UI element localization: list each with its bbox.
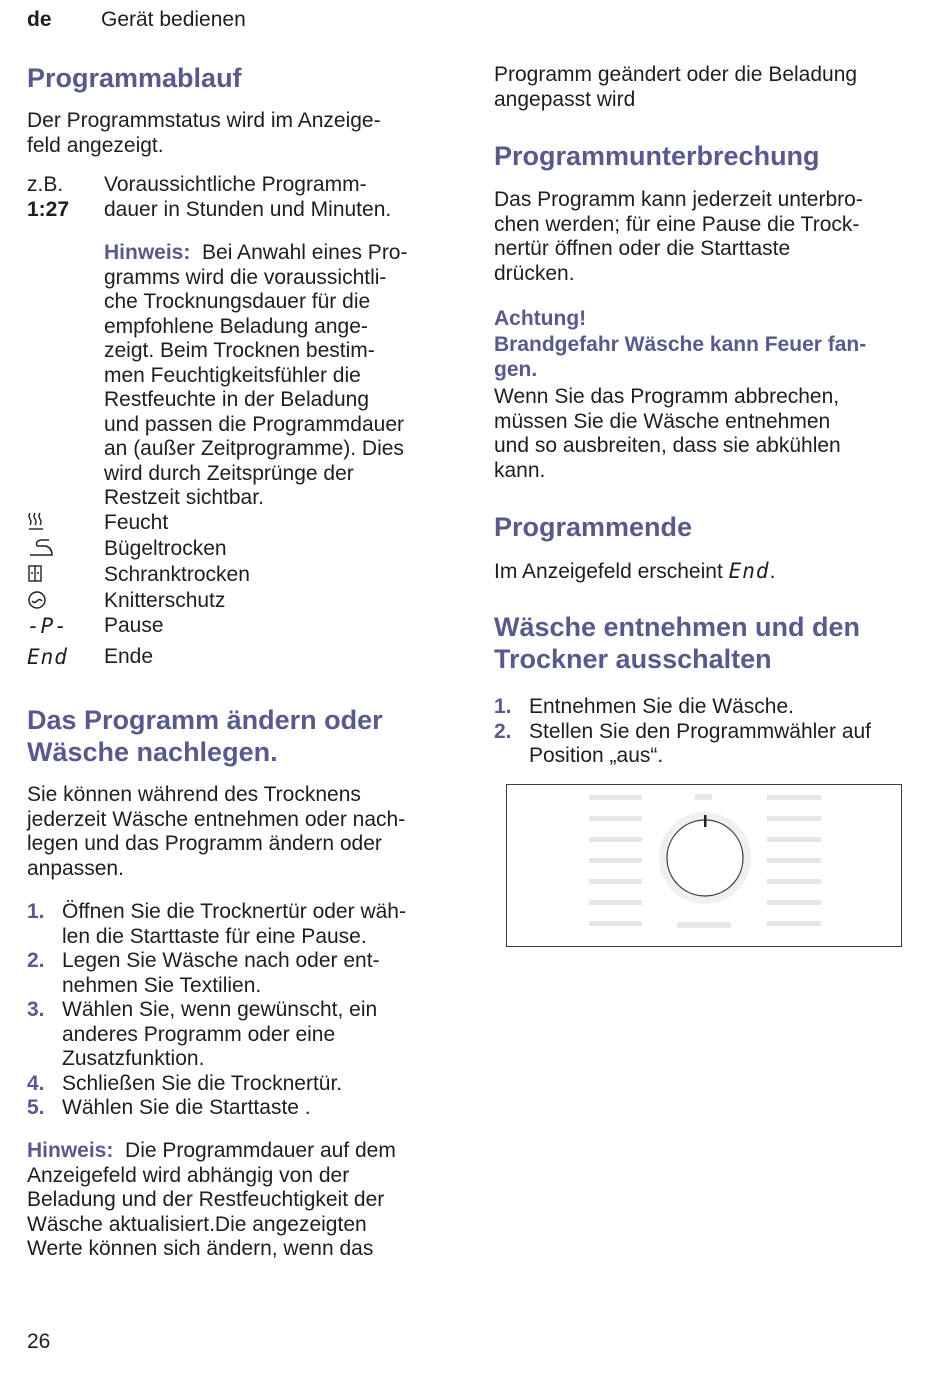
symbol-label: Ende [104,645,154,668]
steam-icon [27,511,47,540]
text-line: Öffnen Sie die Trocknertür oder wäh- [62,900,406,923]
text-line: Sie können während des Trocknens [27,783,361,806]
note-programm-aendern [27,1139,457,1262]
list-item [27,998,457,1072]
text-line: Anzeigefeld wird abhängig von der [27,1163,350,1187]
text-line: und so ausbreiten, dass sie abkühlen [494,434,841,457]
example-text [104,173,391,222]
text-line: angepasst wird [494,87,636,111]
symbol-label: Feucht [104,511,169,534]
example-key [27,173,69,222]
symbol-row-pause [27,614,457,642]
list-item [27,1072,457,1097]
heading-line: Wäsche entnehmen und den [494,612,861,642]
text-line: Legen Sie Wäsche nach oder ent- [62,949,380,972]
list-item [494,720,919,769]
warning-label: Achtung! [494,307,587,330]
heading-programmunterbrechung: Programmunterbrechung [494,141,820,171]
text-line: Werte können sich ändern, wenn das [27,1237,374,1260]
text-line: dauer in Stunden und Minuten. [104,197,392,221]
text-programmunterbrechung [494,188,919,286]
text-line: und passen die Programmdauer [104,412,405,436]
off-position-mark [695,794,712,800]
text-line: Restzeit sichtbar. [104,486,264,509]
note-first-line [27,1139,457,1164]
text-line: an (außer Zeitprogramme). Dies [104,437,404,460]
text-line: Wäsche aktualisiert.Die angezeigten [27,1212,367,1236]
text-line: Schließen Sie die Trocknertür. [62,1071,343,1095]
text-line: Wenn Sie das Programm abbrechen, [494,385,840,408]
symbol-row-schranktrocken [27,563,457,588]
text-line: Entnehmen Sie die Wäsche. [529,695,794,718]
text-line: Position „aus“. [529,744,664,767]
text-line: chen werden; für eine Pause die Trock- [494,212,860,236]
text-line: Restfeuchte in der Beladung [104,388,370,411]
bottom-label-line [677,922,731,928]
iron-icon [27,537,55,566]
symbol-row-ende [27,645,457,673]
end-display: End [27,645,68,669]
text-line: jederzeit Wäsche entnehmen oder nach- [27,807,406,831]
note-programmablauf [104,241,464,511]
warning-subtitle [494,333,919,382]
symbol-label: Knitterschutz [104,589,226,612]
text-line: drücken. [494,261,575,285]
program-selector-knob [667,820,743,896]
text-line: Zusatzfunktion. [62,1047,205,1070]
suffix: . [769,560,776,583]
cupboard-icon [27,563,45,592]
text-line: anderes Programm oder eine [62,1022,336,1046]
symbol-row-feucht [27,511,457,536]
steps-ausschalten [494,695,919,769]
steps-programm-aendern [27,900,457,1121]
example-label: z.B. [27,173,64,196]
step-number: 1. [494,695,512,718]
pause-display: -P- [27,614,68,638]
heading-ausschalten [494,611,919,675]
text-line: gramms wird die voraussichtli- [104,265,387,289]
text-line: Wählen Sie, wenn gewünscht, ein [62,998,378,1021]
example-value: 1:27 [27,197,70,221]
intro-programm-aendern [27,783,457,881]
heading-line: Das Programm ändern oder [27,705,383,735]
text-line: Voraussichtliche Programm- [104,173,367,196]
control-panel-drawing [507,785,900,945]
program-label-lines-left [589,795,642,926]
text-line: nehmen Sie Textilien. [62,973,262,997]
text-line: empfohlene Beladung ange- [104,314,368,338]
step-number: 2. [494,719,512,743]
text-line: Bei Anwahl eines Pro- [202,241,408,264]
control-panel-illustration [506,784,902,947]
end-display: End [728,559,770,583]
note-label: Hinweis: [104,241,191,264]
note-first-line [104,241,464,266]
symbol-row-knitterschutz [27,589,457,614]
text-programmende [494,559,919,585]
list-item [27,1096,457,1121]
text-line: men Feuchtigkeitsfühler die [104,363,361,387]
heading-programmablauf: Programmablauf [27,63,242,93]
text-line: kann. [494,458,546,482]
text-line: Die Programmdauer auf dem [125,1139,396,1162]
program-label-lines-right [767,795,821,926]
text-line: Beladung und der Restfeuchtigkeit der [27,1188,385,1211]
example-row [27,173,457,223]
list-item [494,695,919,720]
text-line: Wählen Sie die Starttaste . [62,1096,311,1119]
text-line: wird durch Zeitsprünge der [104,461,354,485]
text-line: Im Anzeigefeld erscheint [494,560,723,583]
note-label: Hinweis: [27,1139,114,1162]
text-line: feld angezeigt. [27,133,164,157]
heading-line: Wäsche nachlegen. [27,737,278,767]
warning-text [494,385,919,483]
language-code: de [27,8,52,31]
step-number: 2. [27,949,45,972]
knob-indicator [704,815,707,827]
step-number: 1. [27,900,45,923]
symbol-row-buegeltrocken [27,537,457,562]
text-line: len die Starttaste für eine Pause. [62,924,367,948]
page-number: 26 [27,1330,51,1353]
text-line: nertür öffnen oder die Starttaste [494,237,791,260]
text-line: müssen Sie die Wäsche entnehmen [494,409,831,433]
text-line: Das Programm kann jederzeit unterbro- [494,188,863,211]
section-title: Gerät bedienen [101,8,246,31]
symbol-label: Schranktrocken [104,563,250,586]
warning-title [494,306,919,331]
step-number: 4. [27,1071,45,1095]
heading-programmende: Programmende [494,512,693,542]
text-line: che Trocknungsdauer für die [104,290,371,313]
text-line: gen. [494,357,538,381]
text-line: anpassen. [27,856,124,880]
heading-programm-aendern [27,704,457,768]
text-line: Der Programmstatus wird im Anzeige- [27,109,381,132]
step-number: 5. [27,1096,45,1119]
text-line: Programm geändert oder die Beladung [494,63,858,86]
text-line: legen und das Programm ändern oder [27,832,382,855]
text-line: zeigt. Beim Trocknen bestim- [104,339,375,362]
list-item [27,900,457,949]
step-number: 3. [27,998,45,1021]
text-line: Brandgefahr Wäsche kann Feuer fan- [494,333,867,356]
list-item [27,949,457,998]
intro-programmablauf [27,109,457,158]
symbol-label: Bügeltrocken [104,537,227,560]
symbol-label: Pause [104,614,164,637]
heading-line: Trockner ausschalten [494,644,772,674]
text-line: Stellen Sie den Programmwähler auf [529,719,872,743]
continuation-text [494,63,919,112]
